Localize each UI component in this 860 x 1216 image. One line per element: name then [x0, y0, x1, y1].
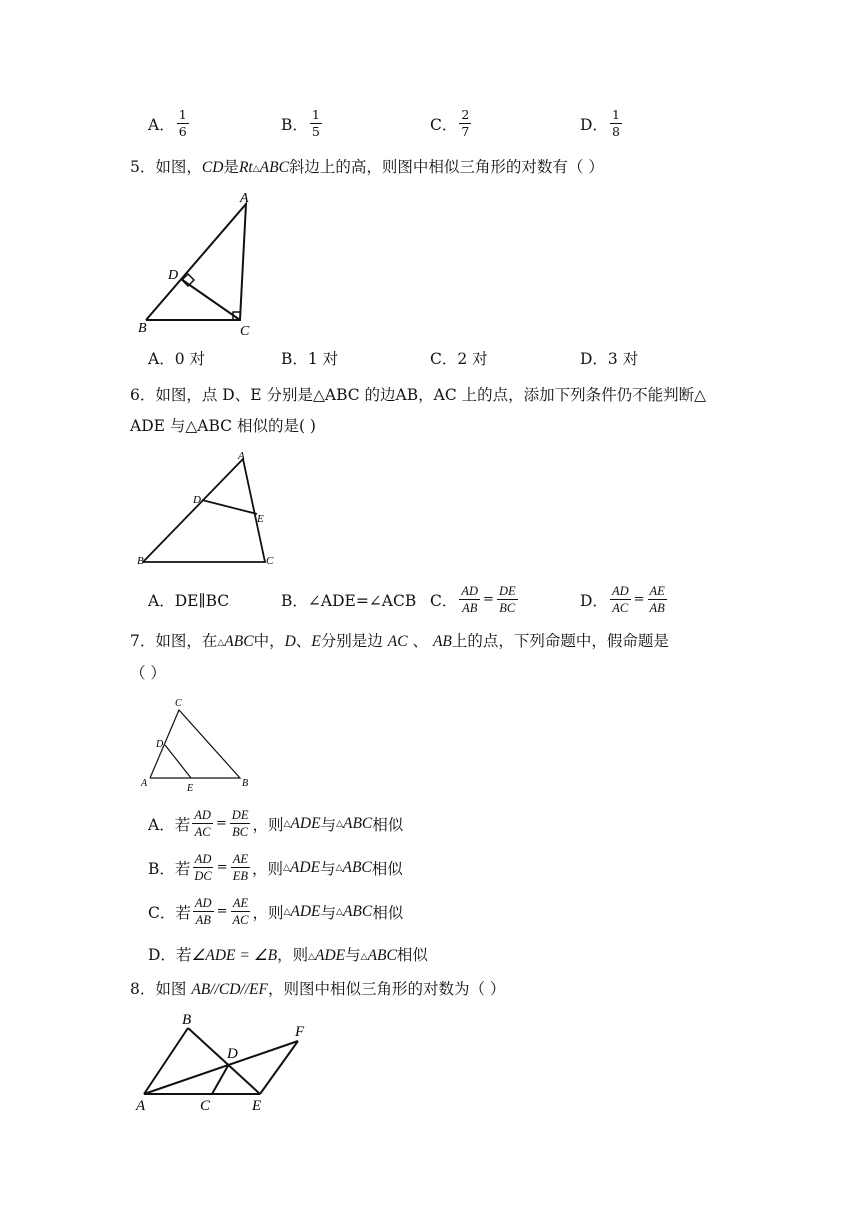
segment-ef	[260, 1041, 298, 1094]
q6-option-a[interactable]: A．DE∥BC	[148, 592, 230, 610]
q8-figure	[136, 1012, 316, 1122]
q7-stem-line1: 7．如图，在△ABC中，D、E分别是边 AC 、 AB上的点，下列命题中，假命题是	[130, 632, 669, 650]
q7-option-b[interactable]: B． 若 $\frac{AD}{DC}$ = $\frac{AE}{EB}$ ，则 △ ADE 与 △ ABC 相似	[148, 852, 403, 883]
q7-option-d[interactable]: D．若∠ADE = ∠B，则△ADE与△ABC相似	[148, 946, 428, 964]
segment-de	[202, 500, 257, 514]
option-letter: D．	[580, 115, 608, 134]
q5-option-c[interactable]: C．2 对	[430, 350, 488, 368]
q4-option-b[interactable]	[281, 108, 324, 139]
fraction: $\frac{AD}{DC}$	[194, 852, 212, 883]
q6-option-c[interactable]: C． $\frac{AD}{AB}$ = $\frac{DE}{BC}$	[430, 584, 516, 615]
label-a: A	[136, 1098, 146, 1114]
fraction: $\frac{AD}{AB}$	[461, 584, 479, 615]
q6-figure	[136, 450, 286, 575]
option-letter: A．	[148, 115, 175, 134]
option-letter: C．	[430, 115, 458, 134]
label-a: A	[238, 450, 245, 462]
fraction: $\frac{1}{5}$	[311, 107, 320, 139]
triangle-abc	[146, 204, 246, 320]
fraction: $\frac{DE}{BC}$	[231, 808, 249, 839]
fraction: $\frac{DE}{BC}$	[498, 584, 516, 615]
segment-be	[188, 1028, 260, 1094]
segment-ab	[144, 1028, 188, 1094]
label-d: D	[156, 739, 164, 750]
label-d: D	[193, 494, 201, 506]
q7-option-c[interactable]: C． 若 $\frac{AD}{AB}$ = $\frac{AE}{AC}$ ，则 △ ADE 与 △ ABC 相似	[148, 896, 404, 927]
label-e: E	[187, 783, 194, 794]
label-c: C	[200, 1098, 211, 1114]
fraction: $\frac{AE}{EB}$	[232, 852, 248, 883]
triangle-abc	[150, 710, 240, 778]
fraction: $\frac{AD}{AC}$	[194, 808, 211, 839]
q6-stem-line2: ADE 与△ABC 相似的是( )	[130, 417, 316, 435]
q5-option-b[interactable]: B．1 对	[281, 350, 339, 368]
q7-figure	[136, 694, 266, 796]
fraction: $\frac{2}{7}$	[461, 107, 470, 139]
q5-stem: 5．如图，CD是Rt△ABC斜边上的高，则图中相似三角形的对数有（ ）	[130, 158, 604, 176]
fraction: $\frac{1}{6}$	[178, 107, 187, 139]
q5-option-d[interactable]: D．3 对	[580, 350, 639, 368]
fraction: $\frac{AE}{AC}$	[232, 896, 249, 927]
label-a: A	[240, 191, 249, 206]
option-letter: B．	[281, 115, 308, 134]
segment-de	[165, 745, 191, 778]
q4-option-c[interactable]	[430, 108, 473, 139]
q6-stem-line1: 6．如图，点 D、E 分别是△ABC 的边AB，AC 上的点，添加下列条件仍不能判断△	[130, 386, 707, 404]
label-a: A	[141, 778, 148, 789]
q4-option-a[interactable]	[148, 108, 191, 139]
fraction: $\frac{AD}{AC}$	[611, 584, 629, 615]
label-e: E	[257, 513, 264, 525]
label-f: F	[295, 1024, 305, 1040]
segment-af	[144, 1041, 298, 1094]
q6-option-b[interactable]: B．∠ADE=∠ACB	[281, 592, 417, 610]
label-c: C	[266, 555, 274, 567]
label-c: C	[240, 324, 250, 339]
label-d: D	[168, 268, 179, 283]
label-e: E	[252, 1098, 262, 1114]
label-b: B	[242, 778, 249, 789]
label-d: D	[227, 1046, 238, 1062]
label-b: B	[138, 321, 147, 336]
q7-option-a[interactable]: A． 若 $\frac{AD}{AC}$ = $\frac{DE}{BC}$ ，则 △ ADE 与 △ ABC 相似	[148, 808, 404, 839]
q4-option-d[interactable]	[580, 108, 624, 139]
fraction: $\frac{1}{8}$	[611, 107, 620, 139]
fraction: $\frac{AE}{AB}$	[649, 584, 665, 615]
fraction: $\frac{AD}{AB}$	[194, 896, 212, 927]
label-c: C	[175, 698, 182, 709]
q7-stem-line2: （ ）	[130, 664, 166, 682]
label-b: B	[137, 555, 144, 567]
q5-option-a[interactable]: A．0 对	[148, 350, 205, 368]
label-b: B	[182, 1012, 192, 1028]
q8-stem: 8．如图 AB//CD//EF，则图中相似三角形的对数为（ ）	[130, 980, 506, 998]
q5-figure	[136, 188, 266, 338]
q6-option-d[interactable]: D． $\frac{AD}{AC}$ = $\frac{AE}{AB}$	[580, 584, 665, 615]
